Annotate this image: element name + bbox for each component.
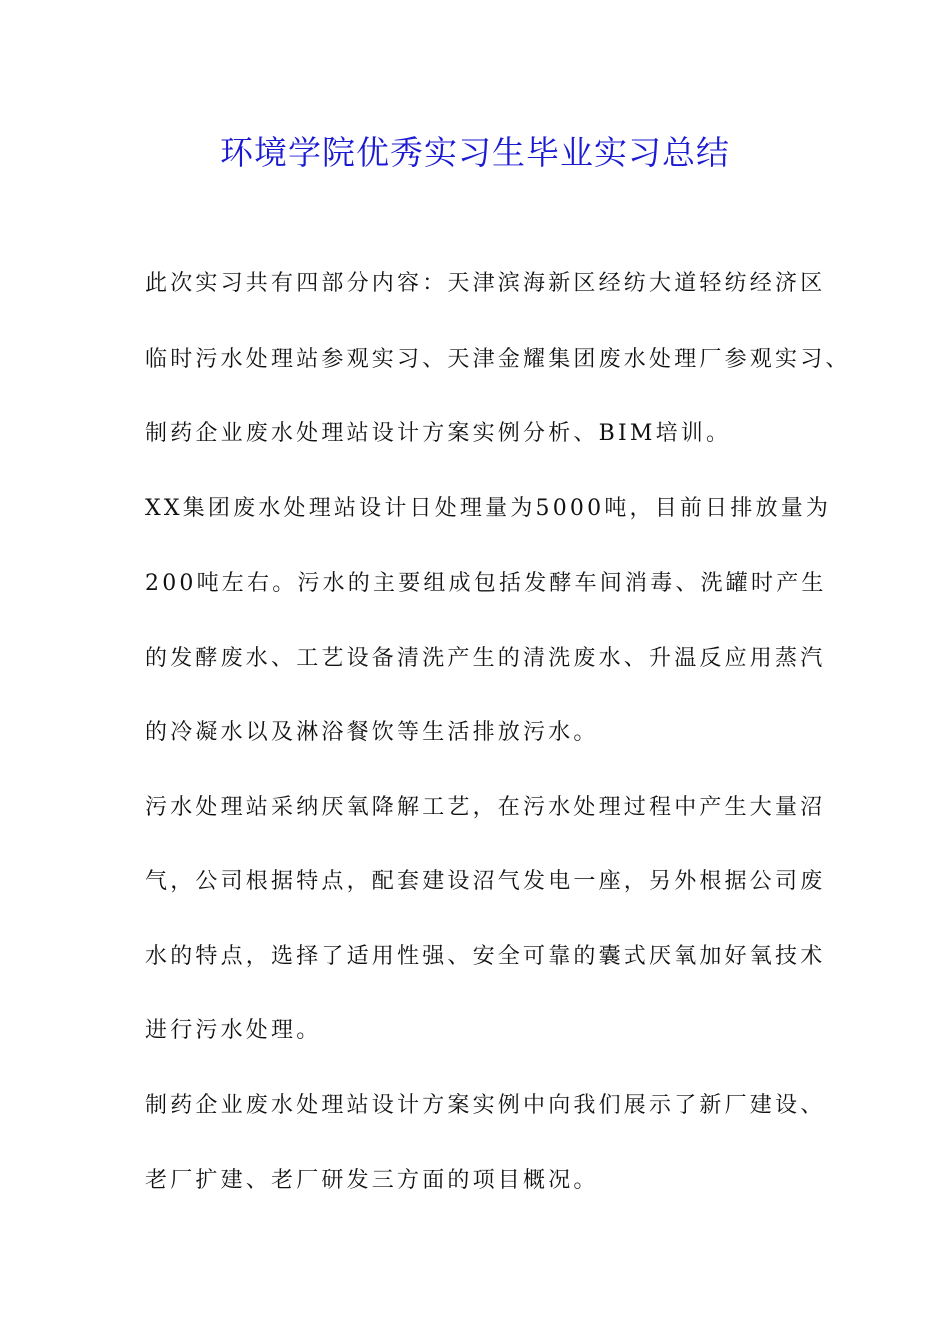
- body-line: 此次实习共有四部分内容：天津滨海新区经纺大道轻纺经济区: [145, 271, 826, 296]
- body-line: 气，公司根据特点，配套建设沼气发电一座，另外根据公司废: [145, 869, 826, 894]
- body-line: 的发酵废水、工艺设备清洗产生的清洗废水、升温反应用蒸汽: [145, 646, 826, 671]
- body-line: 进行污水处理。: [145, 1018, 322, 1043]
- body-line: 制药企业废水处理站设计方案实例分析、BIM培训。: [145, 421, 732, 446]
- body-line: 水的特点，选择了适用性强、安全可靠的囊式厌氧加好氧技术: [145, 944, 826, 969]
- document-title: 环境学院优秀实习生毕业实习总结: [220, 133, 730, 172]
- body-line: 制药企业废水处理站设计方案实例中向我们展示了新厂建设、: [145, 1093, 826, 1118]
- body-line: 临时污水处理站参观实习、天津金耀集团废水处理厂参观实习、: [145, 347, 851, 372]
- body-line: XX集团废水处理站设计日处理量为5000吨，目前日排放量为: [145, 496, 832, 521]
- body-line: 老厂扩建、老厂研发三方面的项目概况。: [145, 1168, 599, 1193]
- body-line: 污水处理站采纳厌氧降解工艺，在污水处理过程中产生大量沼: [145, 795, 826, 820]
- body-line: 的冷凝水以及淋浴餐饮等生活排放污水。: [145, 720, 599, 745]
- body-line: 200吨左右。污水的主要组成包括发酵车间消毒、洗罐时产生: [145, 571, 827, 596]
